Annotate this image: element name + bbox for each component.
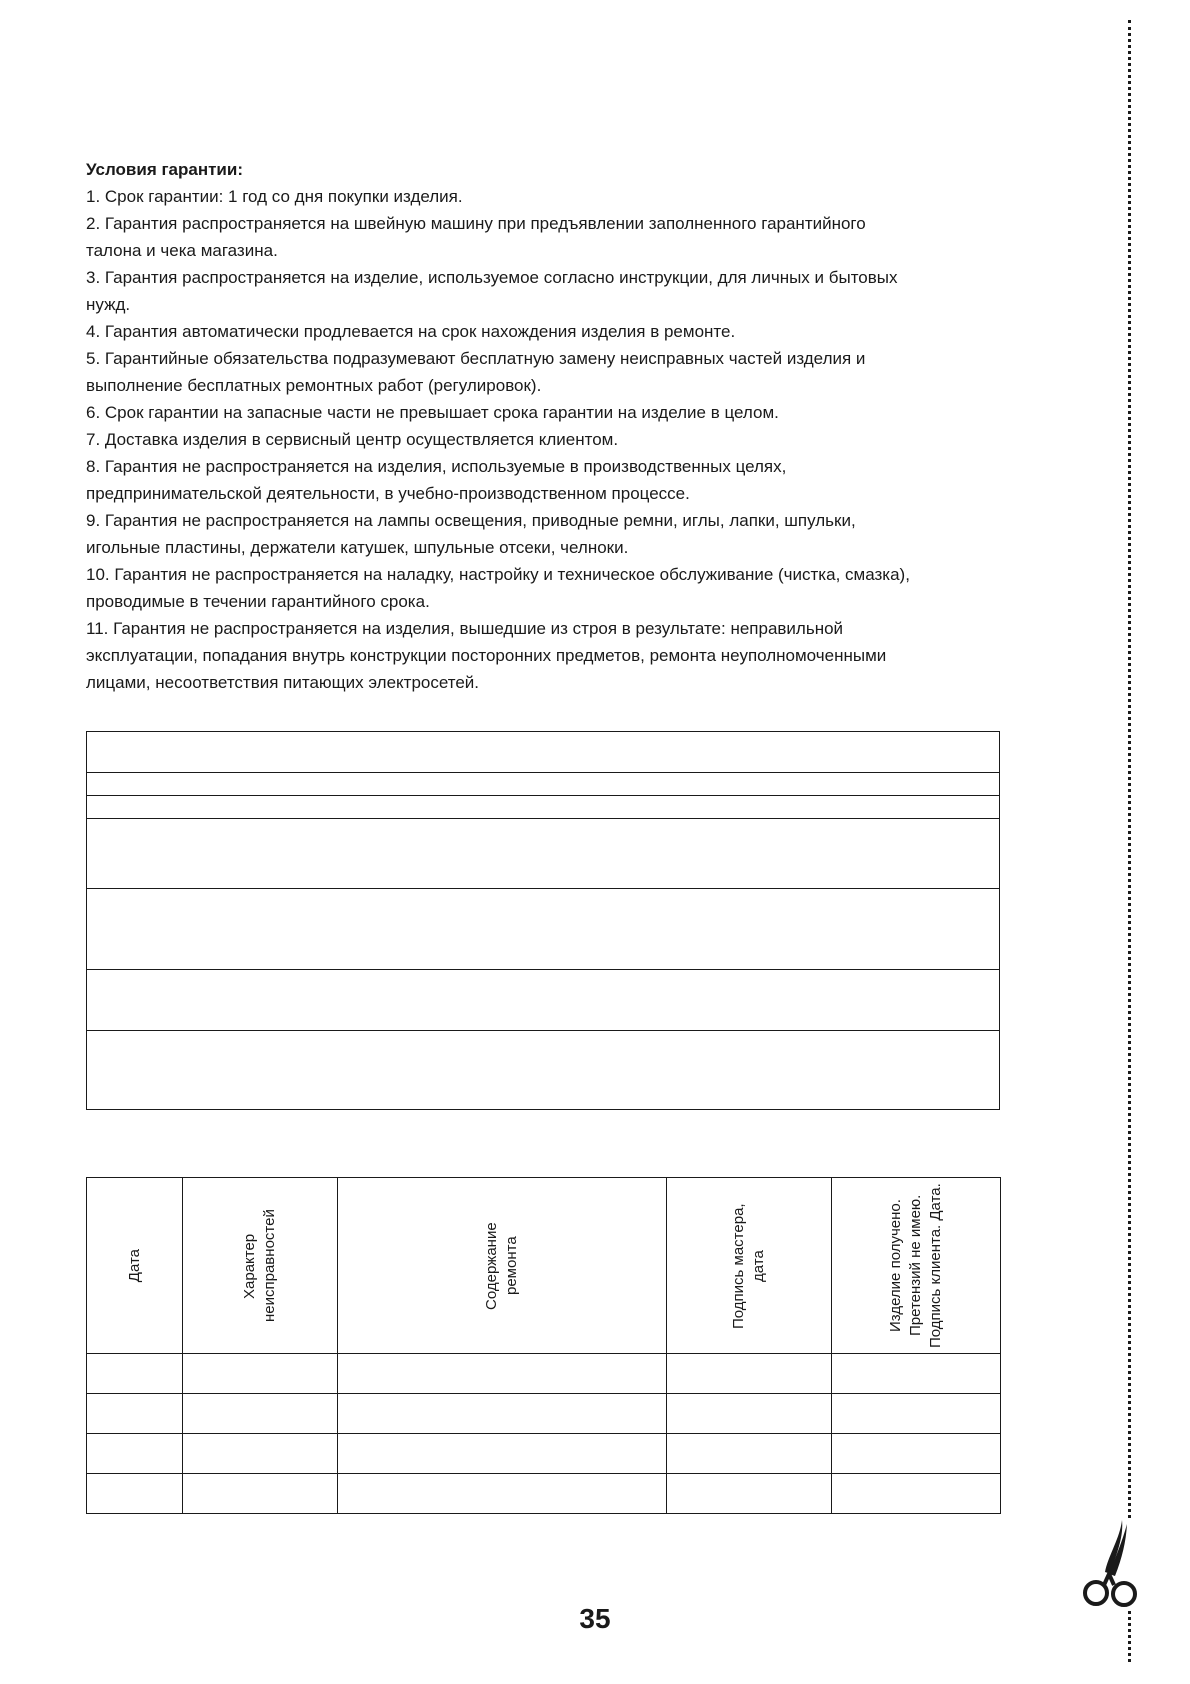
table-cell[interactable] [87, 1474, 183, 1514]
warranty-line: талона и чека магазина. [86, 241, 278, 260]
table-cell[interactable] [338, 1394, 667, 1434]
warranty-line: игольные пластины, держатели катушек, шпульные отсеки, челноки. [86, 538, 629, 557]
warranty-line: проводимые в течении гарантийного срока. [86, 592, 430, 611]
warranty-info-box [86, 731, 1000, 1110]
header-repair-content [338, 1178, 667, 1354]
warranty-line: 7. Доставка изделия в сервисный центр осуществляется клиентом. [86, 430, 619, 449]
table-row [87, 1394, 1001, 1434]
table-cell[interactable] [183, 1354, 338, 1394]
table-row [87, 1434, 1001, 1474]
warranty-line: предпринимательской деятельности, в учебно-производственном процессе. [86, 484, 690, 503]
table-cell[interactable] [87, 1394, 183, 1434]
warranty-terms [86, 156, 1016, 696]
header-repair-content-label: Содержание ремонта [483, 1221, 520, 1310]
table-cell[interactable] [338, 1434, 667, 1474]
info-row[interactable] [87, 796, 999, 819]
table-cell[interactable] [667, 1434, 832, 1474]
warranty-line: 3. Гарантия распространяется на изделие, используемое согласно инструкции, для личных и бытовых [86, 268, 898, 287]
info-row[interactable] [87, 1031, 999, 1109]
warranty-line: нужд. [86, 295, 131, 314]
warranty-line: 11. Гарантия не распространяется на изделия, вышедшие из строя в результате: неправильной [86, 619, 844, 638]
table-cell[interactable] [667, 1354, 832, 1394]
warranty-line: выполнение бесплатных ремонтных работ (регулировок). [86, 376, 542, 395]
warranty-line: 2. Гарантия распространяется на швейную машину при предъявлении заполненного гарантийного [86, 214, 866, 233]
warranty-line: 6. Срок гарантии на запасные части не превышает срока гарантии на изделие в целом. [86, 403, 779, 422]
header-date [87, 1178, 183, 1354]
warranty-line: 1. Срок гарантии: 1 год со дня покупки изделия. [86, 187, 463, 206]
table-cell[interactable] [87, 1354, 183, 1394]
warranty-line: 4. Гарантия автоматически продлевается на срок нахождения изделия в ремонте. [86, 322, 736, 341]
table-cell[interactable] [832, 1394, 1001, 1434]
table-row [87, 1474, 1001, 1514]
warranty-title: Условия гарантии: [86, 160, 243, 179]
table-cell[interactable] [183, 1394, 338, 1434]
table-cell[interactable] [832, 1354, 1001, 1394]
table-cell[interactable] [183, 1434, 338, 1474]
header-client-signature [832, 1178, 1001, 1354]
table-cell[interactable] [183, 1474, 338, 1514]
info-row[interactable] [87, 732, 999, 773]
info-row[interactable] [87, 970, 999, 1031]
table-cell[interactable] [87, 1434, 183, 1474]
info-row[interactable] [87, 819, 999, 889]
scissors-icon [1078, 1518, 1138, 1610]
warranty-line: 5. Гарантийные обязательства подразумевают бесплатную замену неисправных частей изделия и [86, 349, 866, 368]
header-master-signature-label: Подпись мастера, дата [730, 1202, 767, 1329]
info-row[interactable] [87, 889, 999, 970]
repair-header-row [87, 1178, 1001, 1354]
header-fault-type [183, 1178, 338, 1354]
warranty-line: 9. Гарантия не распространяется на лампы освещения, приводные ремни, иглы, лапки, шпульки, [86, 511, 856, 530]
warranty-line: лицами, несоответствия питающих электросетей. [86, 673, 480, 692]
warranty-line: 10. Гарантия не распространяется на наладку, настройку и техническое обслуживание (чистка, смазка), [86, 565, 910, 584]
table-cell[interactable] [338, 1474, 667, 1514]
table-cell[interactable] [832, 1434, 1001, 1474]
warranty-line: 8. Гарантия не распространяется на изделия, используемые в производственных целях, [86, 457, 787, 476]
header-fault-type-label: Характер неисправностей [241, 1209, 278, 1322]
header-date-label: Дата [125, 1248, 143, 1283]
repair-table [86, 1177, 1001, 1514]
warranty-line: эксплуатации, попадания внутрь конструкции посторонних предметов, ремонта неуполномоченными [86, 646, 887, 665]
table-cell[interactable] [667, 1394, 832, 1434]
info-row[interactable] [87, 773, 999, 796]
table-cell[interactable] [667, 1474, 832, 1514]
table-cell[interactable] [832, 1474, 1001, 1514]
header-client-signature-label: Изделие получено. Претензий не имею. Подпись клиента. Дата. [887, 1183, 944, 1348]
table-row [87, 1354, 1001, 1394]
page-number: 35 [579, 1603, 611, 1634]
table-cell[interactable] [338, 1354, 667, 1394]
cut-line [1128, 20, 1131, 1662]
header-master-signature [667, 1178, 832, 1354]
